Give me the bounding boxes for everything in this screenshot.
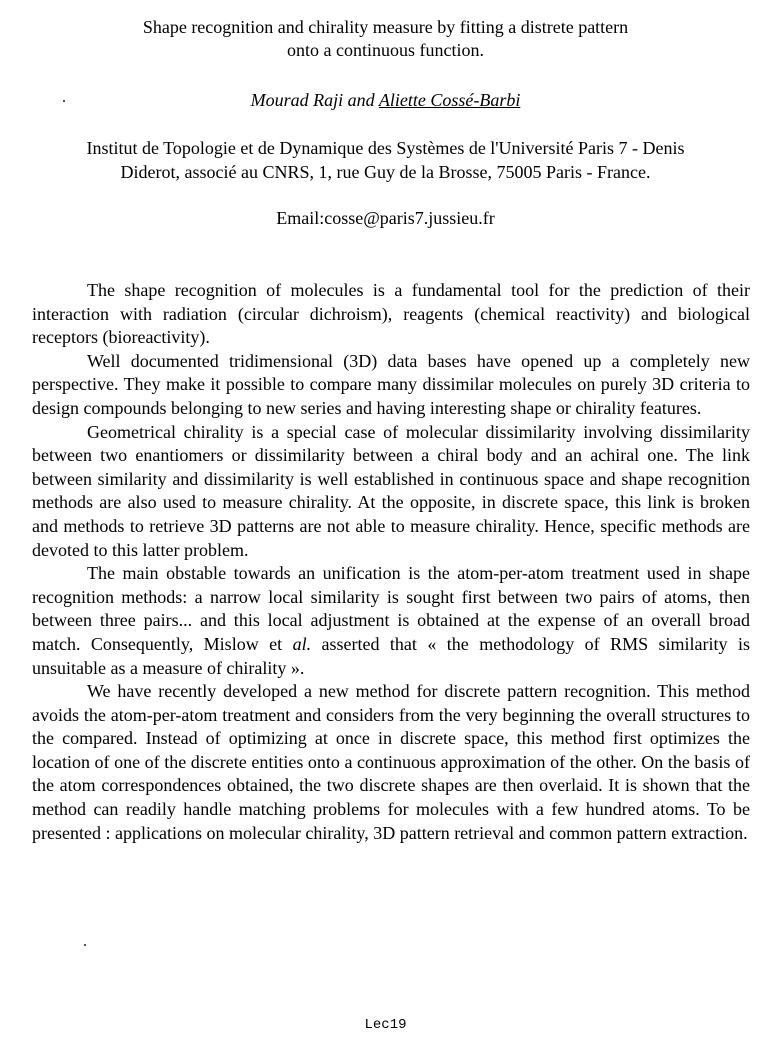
- abstract-paragraph-5: We have recently developed a new method for discrete pattern recognition. This method avoids the atom-per-atom treatment and considers from the very beginning the overall structures to the compared. Instead of optimizing at once in discrete space, this method first optimizes the location of one of the discrete entities onto a continuous approximation of the other. On the basis of the atom correspondences obtained, the two discrete shapes are then overlaid. It is shown that the method can readily handle matching problems for molecules with a few hundred atoms. To be presented : applications on molecular chirality, 3D pattern retrieval and common pattern extraction.: [32, 681, 750, 843]
- author-1: Mourad Raji: [250, 90, 344, 110]
- et-al-italic: al.: [292, 633, 312, 654]
- affiliation: [20, 136, 751, 184]
- paper-title: [60, 16, 711, 62]
- abstract-body: [32, 279, 750, 845]
- affiliation-line-2: Diderot, associé au CNRS, 1, rue Guy de la Brosse, 75005 Paris - France.: [120, 162, 651, 182]
- abstract-paragraph-3: Geometrical chirality is a special case of molecular dissimilarity involving dissimilarity between two enantiomers or dissimilarity between a chiral body and an achiral one. The link between similarity and dissimilarity is well established in continuous space and shape recognition methods are also used to measure chirality. At the opposite, in discrete space, this link is broken and methods to retrieve 3D patterns are not able to measure chirality. Hence, specific methods are devoted to this latter problem.: [32, 421, 750, 560]
- author-conjunction: and: [347, 90, 375, 110]
- email-address: Email:cosse@paris7.jussieu.fr: [276, 208, 495, 228]
- affiliation-line-1: Institut de Topologie et de Dynamique des Systèmes de l'Université Paris 7 - Denis: [86, 138, 685, 158]
- abstract-paragraph-4: The main obstable towards an unification is the atom-per-atom treatment used in shape recognition methods: a narrow local similarity is sought first between two pairs of atoms, then between three pairs... and this local adjustment is obtained at the expense of an overall broad match. Consequently, Mislow et al. asserted that « the methodology of RMS similarity is unsuitable as a measure of chirality ».: [32, 563, 750, 678]
- title-line-2: onto a continuous function.: [287, 40, 484, 60]
- scan-speck: [84, 944, 86, 946]
- abstract-paragraph-2: Well documented tridimensional (3D) data bases have opened up a completely new perspective. They make it possible to compare many dissimilar molecules on purely 3D criteria to design compounds belonging to new series and having interesting shape or chirality features.: [32, 350, 750, 418]
- title-line-1: Shape recognition and chirality measure by fitting a distrete pattern: [142, 17, 629, 37]
- page-code: Lec19: [364, 1017, 407, 1033]
- author-line: [60, 89, 711, 111]
- author-2-presenter: Aliette Cossé-Barbi: [378, 90, 521, 110]
- scan-speck: [63, 100, 65, 102]
- abstract-paragraph-1: The shape recognition of molecules is a fundamental tool for the prediction of their interaction with radiation (circular dichroism), reagents (chemical reactivity) and biological receptors (bioreactivity).: [32, 280, 750, 348]
